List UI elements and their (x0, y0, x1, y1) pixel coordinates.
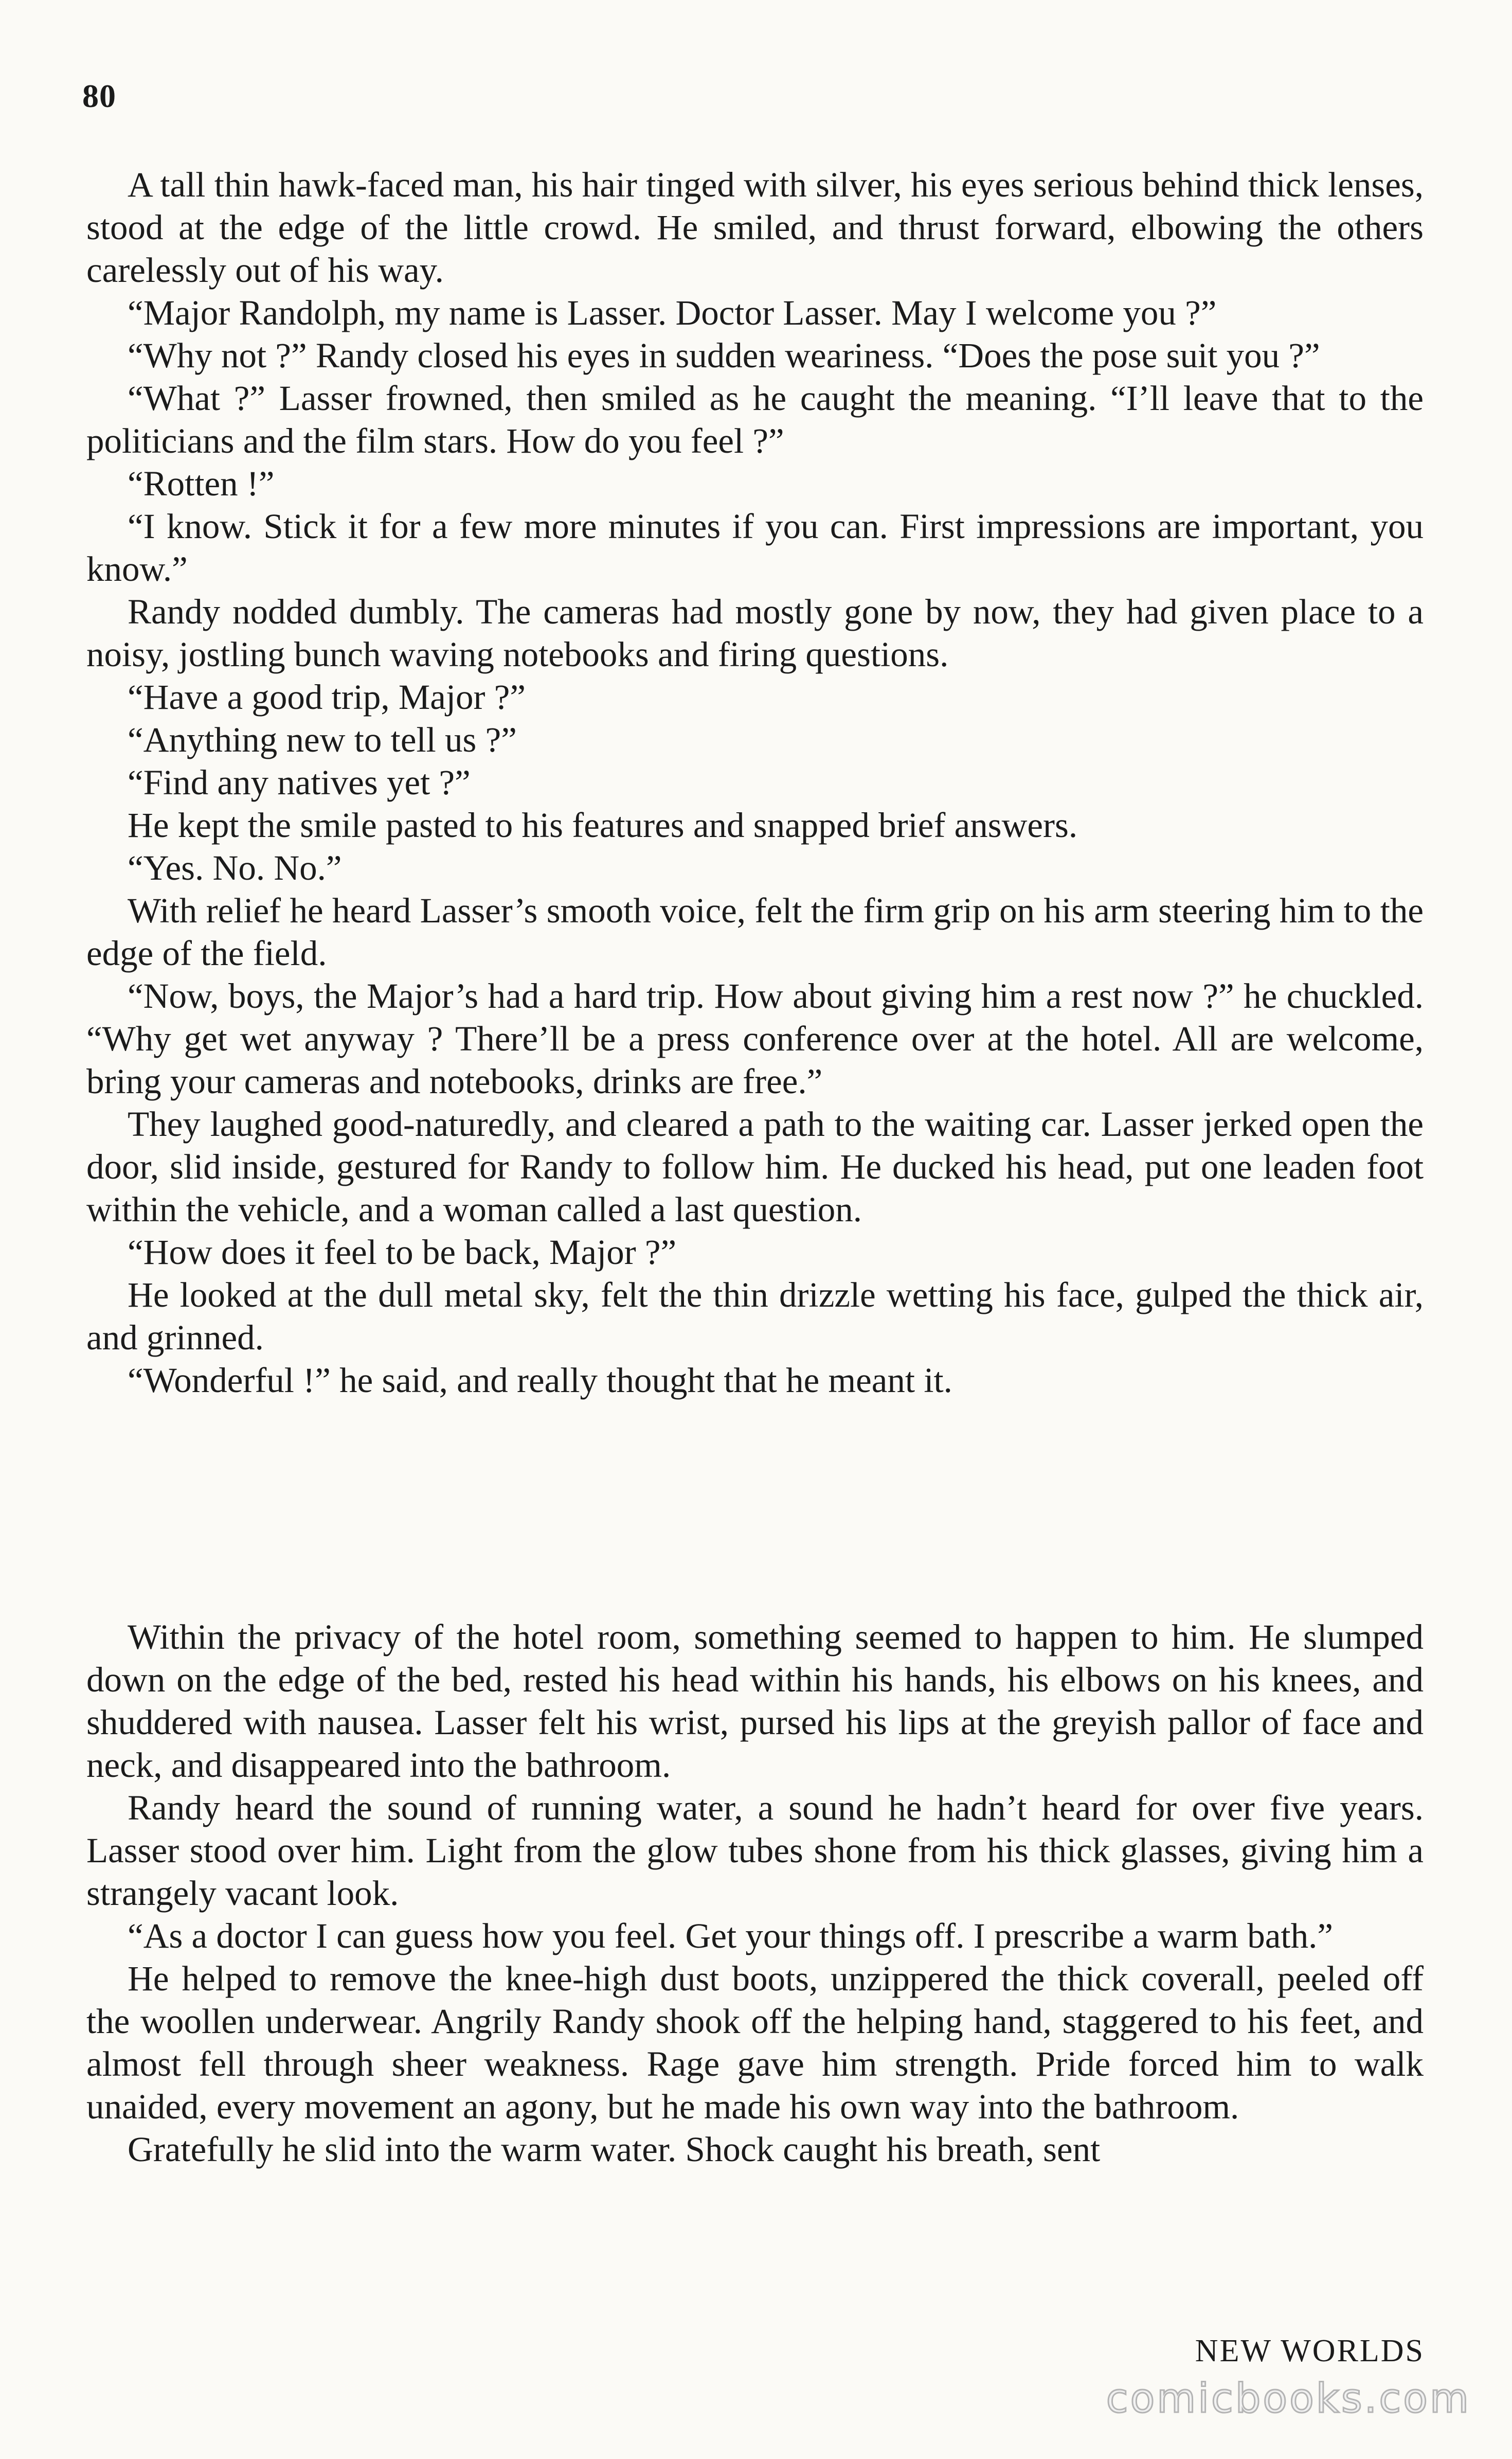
paragraph: “Find any natives yet ?” (128, 763, 471, 802)
page-number: 80 (82, 78, 116, 114)
story-text-block-2 (86, 1616, 1424, 2171)
paragraph: They laughed good-naturedly, and cleared a path to the waiting car. Lasser jerked open the door, slid inside, gestured for Randy to follow him. He ducked his head, put one leaden foot within the vehicle, and a woman called a last question. (86, 1104, 1424, 1229)
paragraph: He kept the smile pasted to his features and snapped brief answers. (128, 806, 1078, 845)
paragraph: With relief he heard Lasser’s smooth voice, felt the firm grip on his arm steering him to the edge of the field. (86, 891, 1424, 973)
paragraph: “Major Randolph, my name is Lasser. Doctor Lasser. May I welcome you ?” (128, 293, 1217, 332)
paragraph: “Now, boys, the Major’s had a hard trip. How about giving him a rest now ?” he chuckled. “Why get wet anyway ? There’ll be a press conference over at the hotel. All are welcome, bring your cameras and notebooks, drinks are free.” (86, 976, 1424, 1101)
site-watermark: comicbooks.com (1106, 2376, 1471, 2422)
paragraph: Gratefully he slid into the warm water. Shock caught his breath, sent (128, 2130, 1101, 2169)
paragraph: “Wonderful !” he said, and really thought that he meant it. (128, 1361, 952, 1400)
paragraph: “Rotten !” (128, 464, 275, 503)
paragraph: “What ?” Lasser frowned, then smiled as he caught the meaning. “I’ll leave that to the politicians and the film stars. How do you feel ?” (86, 379, 1424, 460)
paragraph: A tall thin hawk-faced man, his hair tinged with silver, his eyes serious behind thick lenses, stood at the edge of the little crowd. He smiled, and thrust forward, elbowing the others carelessly out of his way. (86, 165, 1424, 290)
paragraph: “As a doctor I can guess how you feel. Get your things off. I prescribe a warm bath.” (128, 1916, 1333, 1955)
paragraph: He looked at the dull metal sky, felt the thin drizzle wetting his face, gulped the thick air, and grinned. (86, 1275, 1424, 1357)
paragraph: Randy heard the sound of running water, a sound he hadn’t heard for over five years. Lasser stood over him. Light from the glow tubes shone from his thick glasses, giving him a strangely vacant look. (86, 1788, 1424, 1913)
story-text-block-1 (86, 164, 1424, 1402)
magazine-title-footer: NEW WORLDS (1195, 2333, 1425, 2368)
paragraph: “I know. Stick it for a few more minutes if you can. First impressions are important, you know.” (86, 507, 1424, 589)
paragraph: He helped to remove the knee-high dust boots, unzippered the thick coverall, peeled off the woollen underwear. Angrily Randy shook off the helping hand, staggered to his feet, and almost fell through sheer weakness. Rage gave him strength. Pride forced him to walk unaided, every movement an agony, but he made his own way into the bathroom. (86, 1959, 1424, 2126)
paragraph: Within the privacy of the hotel room, something seemed to happen to him. He slumped down on the edge of the bed, rested his head within his hands, his elbows on his knees, and shuddered with nausea. Lasser felt his wrist, pursed his lips at the greyish pallor of face and neck, and disappeared into the bathroom. (86, 1617, 1424, 1785)
paragraph: Randy nodded dumbly. The cameras had mostly gone by now, they had given place to a noisy, jostling bunch waving notebooks and firing questions. (86, 592, 1424, 674)
paragraph: “Why not ?” Randy closed his eyes in sudden weariness. “Does the pose suit you ?” (128, 336, 1320, 375)
paragraph: “How does it feel to be back, Major ?” (128, 1233, 677, 1272)
paragraph: “Yes. No. No.” (128, 848, 342, 887)
paragraph: “Anything new to tell us ?” (128, 720, 517, 759)
paragraph: “Have a good trip, Major ?” (128, 678, 526, 717)
